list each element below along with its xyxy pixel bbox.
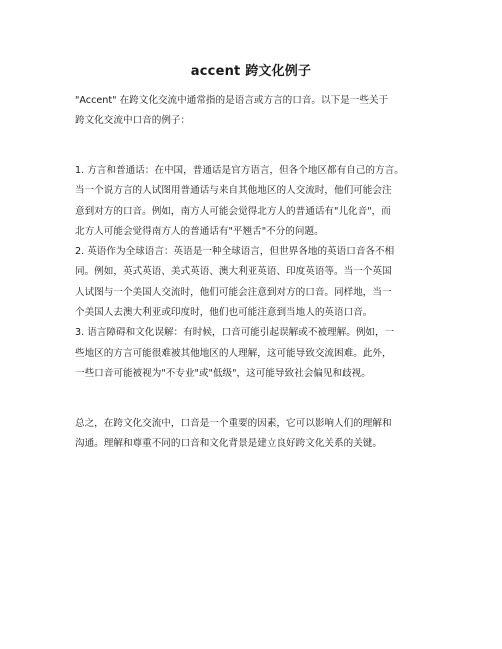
paragraph-line: 3. 语言障碍和文化误解：有时候，口音可能引起误解或不被理解。例如，一 <box>75 327 395 338</box>
paragraph-line: 北方人可能会觉得南方人的普通话有"平翘舌"不分的问题。 <box>75 226 324 237</box>
paragraph-line: 同。例如，英式英语、美式英语、澳大利亚英语、印度英语等。当一个英国 <box>75 266 392 277</box>
paragraph-line: "Accent" 在跨文化交流中通常指的是语言或方言的口音。以下是一些关于 <box>75 95 389 106</box>
paragraph-line: 沟通。理解和尊重不同的口音和文化背景是建立良好跨文化关系的关键。 <box>75 438 382 449</box>
paragraph-line: 人试图与一个美国人交流时，他们可能会注意到对方的口音。同样地，当一 <box>75 287 392 298</box>
paragraph-line: 些地区的方言可能很难被其他地区的人理解，这可能导致交流困难。此外， <box>75 348 392 359</box>
paragraph-line: 当一个说方言的人试图用普通话与来自其他地区的人交流时，他们可能会注 <box>75 185 392 196</box>
document-title: accent 跨文化例子 <box>190 64 312 79</box>
paragraph-line: 个美国人去澳大利亚或印度时，他们也可能注意到当地人的英语口音。 <box>75 307 373 318</box>
paragraph-line: 一些口音可能被视为"不专业"或"低级"，这可能导致社会偏见和歧视。 <box>75 368 371 379</box>
paragraph-line: 总之，在跨文化交流中，口音是一个重要的因素，它可以影响人们的理解和 <box>75 418 392 429</box>
paragraph-line: 跨文化交流中口音的例子： <box>75 115 191 126</box>
paragraph-line: 意到对方的口音。例如，南方人可能会觉得北方人的普通话有"儿化音"，而 <box>75 206 391 217</box>
paragraph-line: 2. 英语作为全球语言：英语是一种全球语言，但世界各地的英语口音各不相 <box>75 246 395 257</box>
paragraph-line: 1. 方言和普通话：在中国，普通话是官方语言，但各个地区都有自己的方言。 <box>75 165 404 176</box>
